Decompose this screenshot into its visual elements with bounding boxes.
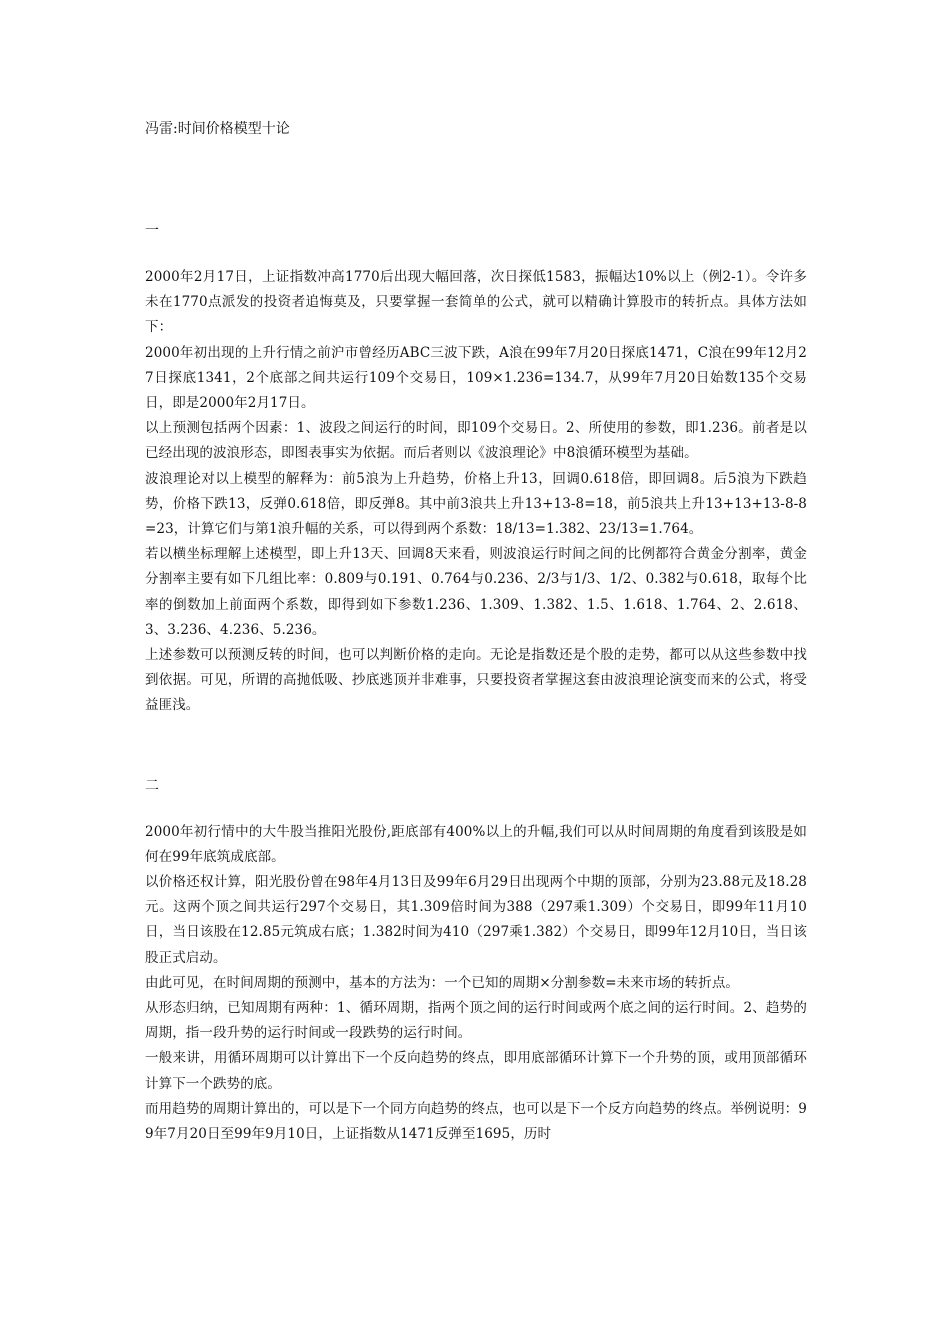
paragraph: 2000年初出现的上升行情之前沪市曾经历ABC三波下跌，A浪在99年7月20日探底1471，C浪在99年12月27日探底1341，2个底部之间共运行109个交易日，109×1.236=134.7，从99年7月20日始数135个交易日，即是2000年2月17日。 (145, 344, 807, 412)
paragraph: 上述参数可以预测反转的时间，也可以判断价格的走向。无论是指数还是个股的走势，都可以从这些参数中找到依据。可见，所谓的高抛低吸、抄底逃顶并非难事，只要投资者掌握这套由波浪理论演变而来的公式，将受益匪浅。 (145, 647, 807, 714)
paragraph: 若以横坐标理解上述模型，即上升13天、回调8天来看，则波浪运行时间之间的比例都符合黄金分割率，黄金分割率主要有如下几组比率：0.809与0.191、0.764与0.236、2/3与1/3、1/2、0.382与0.618，取每个比率的倒数加上前面两个系数，即得到如下参数1.236、1.309、1.382、1.5、1.618、1.764、2、2.618、3、3.236、4.236、5.236。 (145, 546, 807, 638)
paragraph: 以上预测包括两个因素：1、波段之间运行的时间，即109个交易日。2、所使用的参数，即1.236。前者是以已经出现的波浪形态，即图表事实为依据。而后者则以《波浪理论》中8浪循环模型为基础。 (145, 420, 807, 462)
section-one (145, 220, 807, 719)
paragraph: 以价格还权计算，阳光股份曾在98年4月13日及99年6月29日出现两个中期的顶部，分别为23.88元及18.28元。这两个顶之间共运行297个交易日，其1.309倍时间为388（297乘1.309）个交易日，即99年11月10日，当日该股在12.85元筑成右底；1.382时间为410（297乘1.382）个交易日，即99年12月10日，当日该股正式启动。 (145, 874, 807, 966)
section-number: 一 (145, 223, 159, 239)
paragraph: 从形态归纳，已知周期有两种：1、循环周期，指两个顶之间的运行时间或两个底之间的运行时间。2、趋势的周期，指一段升势的运行时间或一段跌势的运行时间。 (145, 1000, 807, 1042)
paragraph: 2000年初行情中的大牛股当推阳光股份,距底部有400%以上的升幅,我们可以从时间周期的角度看到该股是如何在99年底筑成底部。 (145, 823, 807, 865)
paragraph: 一般来讲，用循环周期可以计算出下一个反向趋势的终点，即用底部循环计算下一个升势的顶，或用顶部循环计算下一个跌势的底。 (145, 1050, 807, 1092)
section-number: 二 (145, 777, 159, 794)
paragraph: 由此可见，在时间周期的预测中，基本的方法为：一个已知的周期×分割参数=未来市场的转折点。 (145, 974, 740, 991)
section-paragraphs (145, 265, 807, 719)
document-body (145, 118, 807, 1147)
paragraph: 2000年2月17日，上证指数冲高1770后出现大幅回落，次日探低1583，振幅达10%以上（例2-1）。令许多未在1770点派发的投资者追悔莫及，只要掌握一套简单的公式，就可以精确计算股市的转折点。具体方法如下： (145, 269, 807, 336)
document-title: 冯雷:时间价格模型十论 (145, 121, 290, 137)
section-two (145, 775, 807, 1148)
section-paragraphs (145, 820, 807, 1148)
paragraph: 而用趋势的周期计算出的，可以是下一个同方向趋势的终点，也可以是下一个反方向趋势的终点。举例说明：99年7月20日至99年9月10日，上证指数从1471反弹至1695，历时 (145, 1100, 807, 1143)
paragraph: 波浪理论对以上模型的解释为：前5浪为上升趋势，价格上升13，回调0.618倍，即回调8。后5浪为下跌趋势，价格下跌13，反弹0.618倍，即反弹8。其中前3浪共上升13+13-8=18，前5浪共上升13+13+13-8-8=23，计算它们与第1浪升幅的关系，可以得到两个系数：18/13=1.382、23/13=1.764。 (145, 470, 807, 538)
